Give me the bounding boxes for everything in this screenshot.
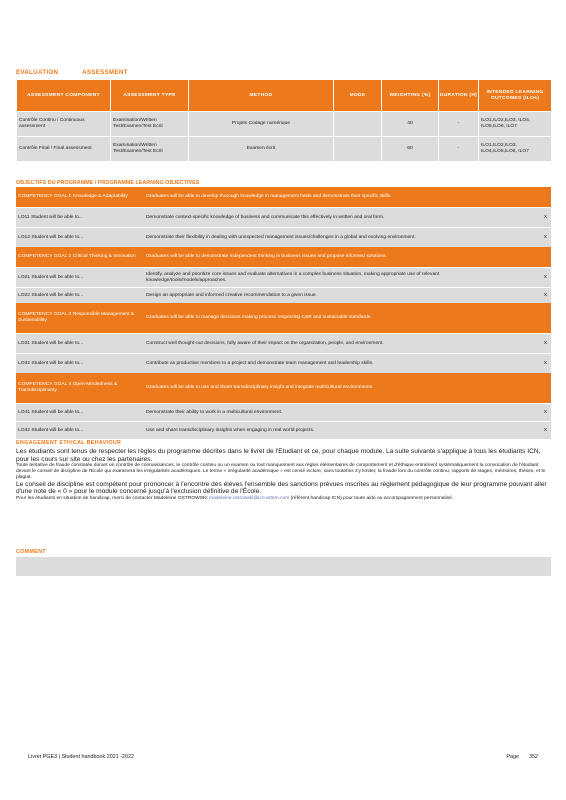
page-footer xyxy=(28,754,538,760)
lo-code: LO12 Student will be able to... xyxy=(18,234,84,240)
comment-title: COMMENT xyxy=(16,549,46,555)
lo-code: LO41 Student will be able to... xyxy=(18,409,84,415)
goal-text: Graduates will be able to demonstrate independent thinking in business issues and propose informed solutions. xyxy=(146,254,387,260)
ethics-title: ENGAGEMENT ETHICAL BEHAVIOUR xyxy=(16,440,122,446)
handicap-text-pre: Pour les étudiants en situation de handicap, merci de contacter Madeleine OSTROWSKI xyxy=(16,495,208,501)
competency-goal-3 xyxy=(16,303,551,333)
ethics-paragraph-3: Le conseil de discipline est compétent pour prononcer à l'encontre des élèves l'ensemble des sanctions prévues inscrites au règlement pédagogique de leur programme pouvant aller d'une note de « 0 » pour le module concerné jusqu'à l'exclusion définitive de l'École. xyxy=(16,480,547,496)
header-duration: DURATION (H) xyxy=(439,80,479,112)
goal-text: Graduates will be able to use and share transdisciplinary insight and integrate multicultural environments. xyxy=(146,385,374,391)
header-ilos: INTENDED LEARNING OUTCOMES (ILOs) xyxy=(479,80,552,112)
table-row xyxy=(17,137,552,162)
lo-text: Construct well thought-out decisions, fully aware of their impact on the organization, people, and environment. xyxy=(146,340,384,346)
ethics-paragraph-4 xyxy=(16,496,551,502)
assessment-section-title xyxy=(16,69,150,76)
lo-mark: X xyxy=(543,292,547,298)
lo-mark: X xyxy=(543,340,547,346)
comment-box[interactable] xyxy=(16,557,551,576)
lo-text: Contribute as productive members to a project and demonstrate team management and leadership skills. xyxy=(146,360,374,366)
lo-text: Demonstrate their flexibility in dealing with unexpected management issues/challenges in a global and evolving environment. xyxy=(146,234,416,240)
goal-label: COMPETENCY GOAL 3 Responsible Management & Sustainability xyxy=(18,312,135,323)
list-item xyxy=(16,207,551,227)
goal-text: Graduates will be able to develop thorough knowledge in management fields and demonstrate their specific skills. xyxy=(146,194,392,200)
cell-method: Projets Codage numérique xyxy=(189,112,334,137)
cell-mode xyxy=(334,137,382,162)
lo-mark: X xyxy=(543,427,547,433)
goal-label: COMPETENCY GOAL 1 Knowledge & Adaptability xyxy=(18,194,128,200)
lo-code: LO32 Student will be able to... xyxy=(18,360,84,366)
lo-code: LO42 Student will be able to... xyxy=(18,427,84,433)
lo-code: LO22 Student will be able to... xyxy=(18,292,84,298)
header-weighting: WEIGHTING (%) xyxy=(382,80,439,112)
page-label: Page xyxy=(506,754,519,760)
page-number: 352 xyxy=(529,754,538,760)
ethics-paragraph-1: Les étudiants sont tenus de respecter les règles du programme décrites dans le livret de l'Etudiant et ce, pour chaque module. La suite suivante s'applique à tous les étudiants ICN, pour les cours sur site ou chez les partenaires. xyxy=(16,448,541,463)
assessment-header-row xyxy=(17,80,552,112)
cell-component: Contrôle Final / Final assessment xyxy=(17,137,111,162)
goal-label: COMPETENCY GOAL 2 Critical Thinking & Innovation xyxy=(18,254,136,260)
lo-code: LO11 Student will be able to... xyxy=(18,214,83,220)
cell-weighting: 40 xyxy=(382,112,439,137)
cell-type: Examination/Written Test/Examen/Test Ecrit xyxy=(111,137,189,162)
lo-mark: X xyxy=(543,409,547,415)
cell-duration: - xyxy=(439,137,479,162)
competency-goal-2 xyxy=(16,247,551,267)
page-number-group xyxy=(506,754,538,760)
list-item xyxy=(16,287,551,303)
ethics-body xyxy=(16,448,551,502)
assessment-table xyxy=(16,79,552,162)
lo-text: Demonstrate their ability to work in a multicultural environment. xyxy=(146,409,283,415)
cell-method: Examen écrit xyxy=(189,137,334,162)
lo-mark: X xyxy=(543,214,547,220)
goal-label: COMPETENCY GOAL 4 Open-Mindedness & Transdisciplinarity xyxy=(18,382,118,393)
cell-component: Contrôle Continu / Continuous assessment xyxy=(17,112,111,137)
goal-text: Graduates will be able to manage decisions making process respecting CSR and sustainable standards. xyxy=(146,315,372,321)
cell-ilos: ILO1,ILO2,ILO3, ILO4,ILO5,ILO6, ILO7 xyxy=(479,137,552,162)
assessment-title-en: ASSESSMENT xyxy=(82,69,128,76)
list-item xyxy=(16,333,551,353)
cell-type: Examination/Written Test/Examen/Test Ecrit xyxy=(111,112,189,137)
lo-text: Identify, analyze and prioritize core issues and evaluate alternatives in a complex business situation, making appropriate use of relevant knowledge/tools/models/approaches. xyxy=(146,271,440,283)
contact-email-link[interactable]: madeleine.ostrowski@icn-artem.com xyxy=(209,495,290,501)
list-item xyxy=(16,421,551,439)
cell-weighting: 60 xyxy=(382,137,439,162)
competency-goal-1 xyxy=(16,187,551,207)
list-item xyxy=(16,267,551,287)
lo-code: LO21 Student will be able to... xyxy=(18,274,84,280)
lo-text: Demonstrate context-specific knowledge of business and communicate this effectively in written and oral form. xyxy=(146,214,385,220)
header-type: ASSESSMENT TYPE xyxy=(111,80,189,112)
lo-mark: X xyxy=(543,274,547,280)
header-mode: MODE xyxy=(334,80,382,112)
lo-text: Design an appropriate and informed creative recommendation to a given issue. xyxy=(146,292,317,298)
footer-left: Livret PGE3 | Student handbook 2021 -2022 xyxy=(28,754,134,760)
lo-mark: X xyxy=(543,360,547,366)
competency-goal-4 xyxy=(16,373,551,403)
lo-text: Use and share transdisciplinary insights when engaging in real world projects. xyxy=(146,427,315,433)
list-item xyxy=(16,227,551,247)
lo-code: LO31 Student will be able to... xyxy=(18,340,84,346)
cell-duration: - xyxy=(439,112,479,137)
list-item xyxy=(16,353,551,373)
header-method: METHOD xyxy=(189,80,334,112)
table-row xyxy=(17,112,552,137)
lo-mark: X xyxy=(543,234,547,240)
ethics-paragraph-2: Toute tentative de fraude constatée durant un contrôle de connaissances, le contrôle continu ou un examen ou tout manquement aux règles élémentaires de comportement et d'éthique entraînent systématiquement la convocation de l'étudiant devant le conseil de discipline de l'Ecole qui examinera les irrégularités académiques. Le terme « irrégularité académique » est censé inclure, sans toutefois s'y limiter, la fraude lors du contrôle continu, rapports de stages, mémoires, thèses, et le plagiat. xyxy=(16,463,546,480)
cell-mode xyxy=(334,112,382,137)
handicap-text-post: (référent handicap ICN) pour toute aide ou accompagnement personnalisé. xyxy=(290,495,454,501)
objectives-title: OBJECTIFS DU PROGRAMME / PROGRAMME LEARNING OBJECTIVES xyxy=(16,180,200,186)
list-item xyxy=(16,403,551,421)
assessment-title-fr: EVALUATION xyxy=(16,69,59,76)
header-component: ASSESSMENT COMPONENT xyxy=(17,80,111,112)
cell-ilos: ILO1,ILO2,ILO3, ILO4, ILO5,ILO6, ILO7 xyxy=(479,112,552,137)
